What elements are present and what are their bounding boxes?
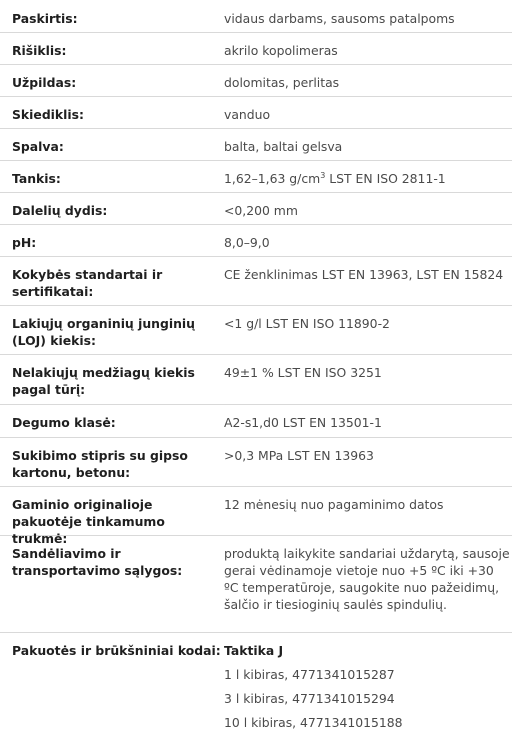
spec-value: balta, baltai gelsva [224,139,343,154]
density-standard: LST EN ISO 2811-1 [325,171,446,186]
spec-row-paskirtis [0,0,512,33]
spec-value [223,170,512,192]
spec-label: Degumo klasė: [12,415,116,430]
packaging-item: 10 l kibiras, 4771341015188 [224,715,403,730]
spec-label: Pakuotės ir brūkšniniai kodai: [12,643,221,658]
spec-row-kokybes-standartai [0,257,512,306]
spec-label: Rišiklis: [12,43,67,58]
spec-row-sandeliavimo-salygos [0,536,512,633]
spec-label: Lakiųjų organinių junginių (LOJ) kiekis: [12,316,195,348]
spec-row-skiediklis [0,97,512,129]
spec-value: 8,0–9,0 [224,235,270,250]
packaging-item: 1 l kibiras, 4771341015287 [224,667,395,682]
spec-value: 49±1 % LST EN ISO 3251 [224,365,382,380]
spec-value: produktą laikykite sandariai uždarytą, sausoje gerai vėdinamoje vietoje nuo +5 ºC iki +30 ºC temperatūroje, saugokite nuo pažeidimų, šalčio ir tiesioginių saulės spindulių. [224,546,510,612]
spec-value: dolomitas, perlitas [224,75,340,90]
spec-label: Tankis: [12,171,61,186]
spec-row-uzpildas [0,65,512,97]
spec-row-risiklis [0,33,512,65]
spec-row-sukibimo-stipris [0,438,512,487]
spec-row-daleliu-dydis [0,193,512,225]
spec-label: Paskirtis: [12,11,78,26]
spec-label: Užpildas: [12,75,77,90]
spec-row-pakuotes-kodai [0,633,512,739]
spec-value: <1 g/l LST EN ISO 11890-2 [224,316,390,331]
spec-value: akrilo kopolimeras [224,43,338,58]
spec-label: pH: [12,235,37,250]
spec-row-spalva [0,129,512,161]
spec-row-nelakiuju-medziagu [0,355,512,405]
spec-value: vanduo [224,107,271,122]
spec-label: Sukibimo stipris su gipso kartonu, betonu: [12,448,188,480]
spec-value: 12 mėnesių nuo pagaminimo datos [224,497,444,512]
spec-label: Kokybės standartai ir sertifikatai: [12,267,163,299]
packaging-product-name: Taktika J [224,643,284,658]
spec-label: Spalva: [12,139,64,154]
spec-row-tinkamumo-trukme [0,487,512,546]
spec-value: >0,3 MPa LST EN 13963 [224,448,374,463]
spec-value: CE ženklinimas LST EN 13963, LST EN 15824 [224,267,504,282]
density-unit-exponent: 3 [320,170,326,180]
spec-value: <0,200 mm [224,203,298,218]
spec-value: vidaus darbams, sausoms patalpoms [224,11,455,26]
spec-label: Dalelių dydis: [12,203,108,218]
spec-label: Skiediklis: [12,107,84,122]
spec-row-loj-kiekis [0,306,512,355]
spec-label: Sandėliavimo ir transportavimo sąlygos: [12,546,183,578]
spec-label: Nelakiųjų medžiagų kiekis pagal tūrį: [12,365,195,397]
packaging-list [223,642,512,739]
density-value: 1,62–1,63 g/cm [224,171,321,186]
spec-row-tankis [0,161,512,193]
spec-row-ph [0,225,512,257]
spec-value: A2-s1,d0 LST EN 13501-1 [224,415,382,430]
spec-row-degumo-klase [0,405,512,438]
packaging-item: 3 l kibiras, 4771341015294 [224,691,395,706]
spec-label: Gaminio originalioje pakuotėje tinkamumo trukmė: [12,497,165,546]
